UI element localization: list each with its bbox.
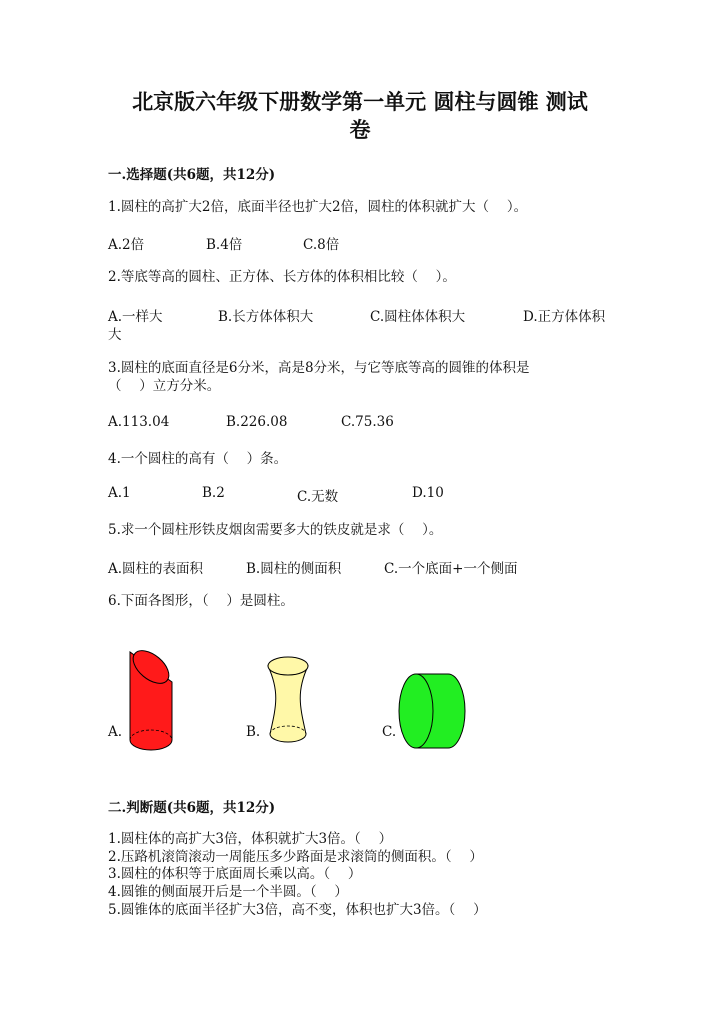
question-6-stem: 6.下面各图形，（ ）是圆柱。 bbox=[108, 593, 294, 609]
q3-option-c[interactable]: C.75.36 bbox=[341, 414, 394, 430]
q3-option-a[interactable]: A.113.04 bbox=[108, 414, 170, 430]
question-3-options bbox=[108, 414, 628, 434]
question-4-options bbox=[108, 485, 628, 505]
q4-option-d[interactable]: D.10 bbox=[412, 485, 444, 501]
judge-item-1: 1.圆柱体的高扩大3倍，体积就扩大3倍。（ ） bbox=[108, 831, 393, 847]
judge-item-4: 4.圆锥的侧面展开后是一个半圆。（ ） bbox=[108, 884, 348, 900]
figure-c-label[interactable]: C. bbox=[382, 724, 397, 740]
figure-a-label[interactable]: A. bbox=[108, 724, 123, 740]
question-3-stem-line-1: 3.圆柱的底面直径是6分米，高是8分米，与它等底等高的圆锥的体积是 bbox=[108, 360, 530, 376]
title-line-2: 卷 bbox=[349, 117, 371, 142]
title-line-1: 北京版六年级下册数学第一单元 圆柱与圆锥 测试 bbox=[132, 89, 588, 114]
waisted-cylinder-figure-b[interactable] bbox=[264, 652, 312, 752]
q2-option-c[interactable]: C.圆柱体体积大 bbox=[370, 309, 466, 325]
slanted-cylinder-figure-a[interactable] bbox=[124, 642, 176, 754]
section-1-heading: 一.选择题(共6题，共12分) bbox=[108, 167, 276, 183]
section-2-heading: 二.判断题(共6题，共12分) bbox=[108, 800, 276, 816]
q2-option-b[interactable]: B.长方体体积大 bbox=[218, 309, 314, 325]
question-4-stem: 4.一个圆柱的高有（ ）条。 bbox=[108, 451, 288, 467]
q4-option-a[interactable]: A.1 bbox=[108, 485, 131, 501]
judge-item-3: 3.圆柱的体积等于底面周长乘以高。（ ） bbox=[108, 866, 362, 882]
q4-option-b[interactable]: B.2 bbox=[202, 485, 225, 501]
q5-option-c[interactable]: C.一个底面+一个侧面 bbox=[384, 561, 518, 577]
figure-b-label[interactable]: B. bbox=[246, 724, 261, 740]
question-5-stem: 5.求一个圆柱形铁皮烟囱需要多大的铁皮就是求（ ）。 bbox=[108, 522, 443, 538]
page-title bbox=[100, 88, 620, 144]
q1-option-c[interactable]: C.8倍 bbox=[303, 237, 340, 253]
question-1-options bbox=[108, 233, 628, 253]
question-5-options bbox=[108, 557, 628, 577]
judge-item-2: 2.压路机滚筒滚动一周能压多少路面是求滚筒的侧面积。（ ） bbox=[108, 849, 483, 865]
question-1-stem: 1.圆柱的高扩大2倍，底面半径也扩大2倍，圆柱的体积就扩大（ ）。 bbox=[108, 199, 528, 215]
q2-option-d-overflow: 大 bbox=[108, 327, 122, 343]
judge-item-5: 5.圆锥体的底面半径扩大3倍，高不变，体积也扩大3倍。（ ） bbox=[108, 902, 487, 918]
q2-option-a[interactable]: A.一样大 bbox=[108, 309, 163, 325]
question-3-stem-line-2: （ ）立方分米。 bbox=[108, 378, 221, 394]
q3-option-b[interactable]: B.226.08 bbox=[226, 414, 288, 430]
question-2-options bbox=[108, 305, 628, 325]
q1-option-b[interactable]: B.4倍 bbox=[206, 237, 243, 253]
q4-option-c[interactable]: C.无数 bbox=[297, 489, 339, 505]
q5-option-a[interactable]: A.圆柱的表面积 bbox=[108, 561, 204, 577]
q1-option-a[interactable]: A.2倍 bbox=[108, 237, 145, 253]
q2-option-d[interactable]: D.正方体体积 bbox=[523, 309, 606, 325]
q5-option-b[interactable]: B.圆柱的侧面积 bbox=[246, 561, 342, 577]
question-2-stem: 2.等底等高的圆柱、正方体、长方体的体积相比较（ ）。 bbox=[108, 269, 456, 285]
lying-cylinder-figure-c[interactable] bbox=[398, 672, 470, 752]
